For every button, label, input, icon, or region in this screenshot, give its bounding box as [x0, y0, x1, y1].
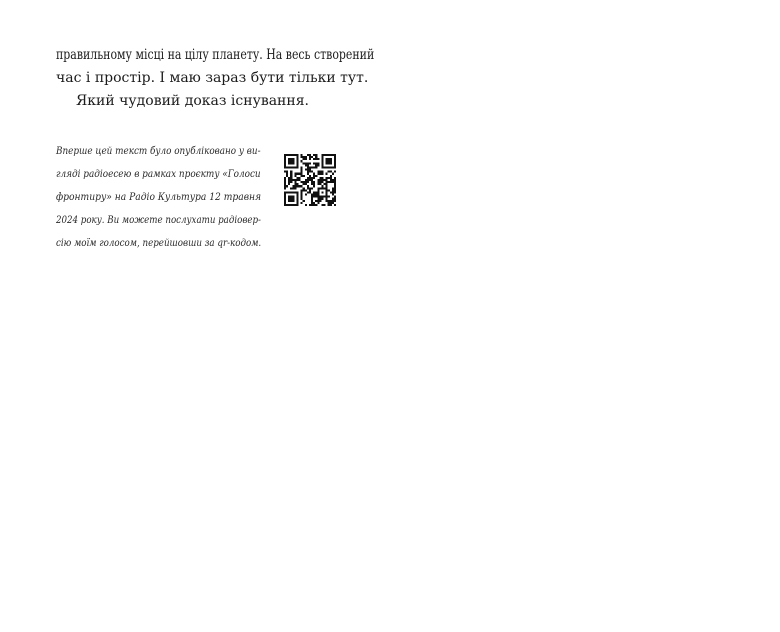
- note-line: Вперше цей текст було опубліковано у ви-: [56, 145, 261, 157]
- note-line: сію моїм голосом, перейшовши за qr-кодом.: [56, 237, 262, 249]
- left-page: [0, 0, 390, 600]
- body-line: Який чудовий доказ існування.: [76, 93, 309, 109]
- body-line: час і простір. І маю зараз бути тільки тут.: [56, 70, 369, 86]
- note-line: 2024 року. Ви можете послухати радіовер-: [56, 214, 261, 226]
- right-page: [390, 0, 780, 600]
- note-line: фронтиру» на Радіо Культура 12 травня: [56, 191, 262, 203]
- note-line: гляді радіоесею в рамках проєкту «Голоси: [56, 168, 261, 180]
- body-line: правильному місці на цілу планету. На весь створений: [56, 47, 375, 63]
- qr-code-icon[interactable]: [284, 154, 336, 206]
